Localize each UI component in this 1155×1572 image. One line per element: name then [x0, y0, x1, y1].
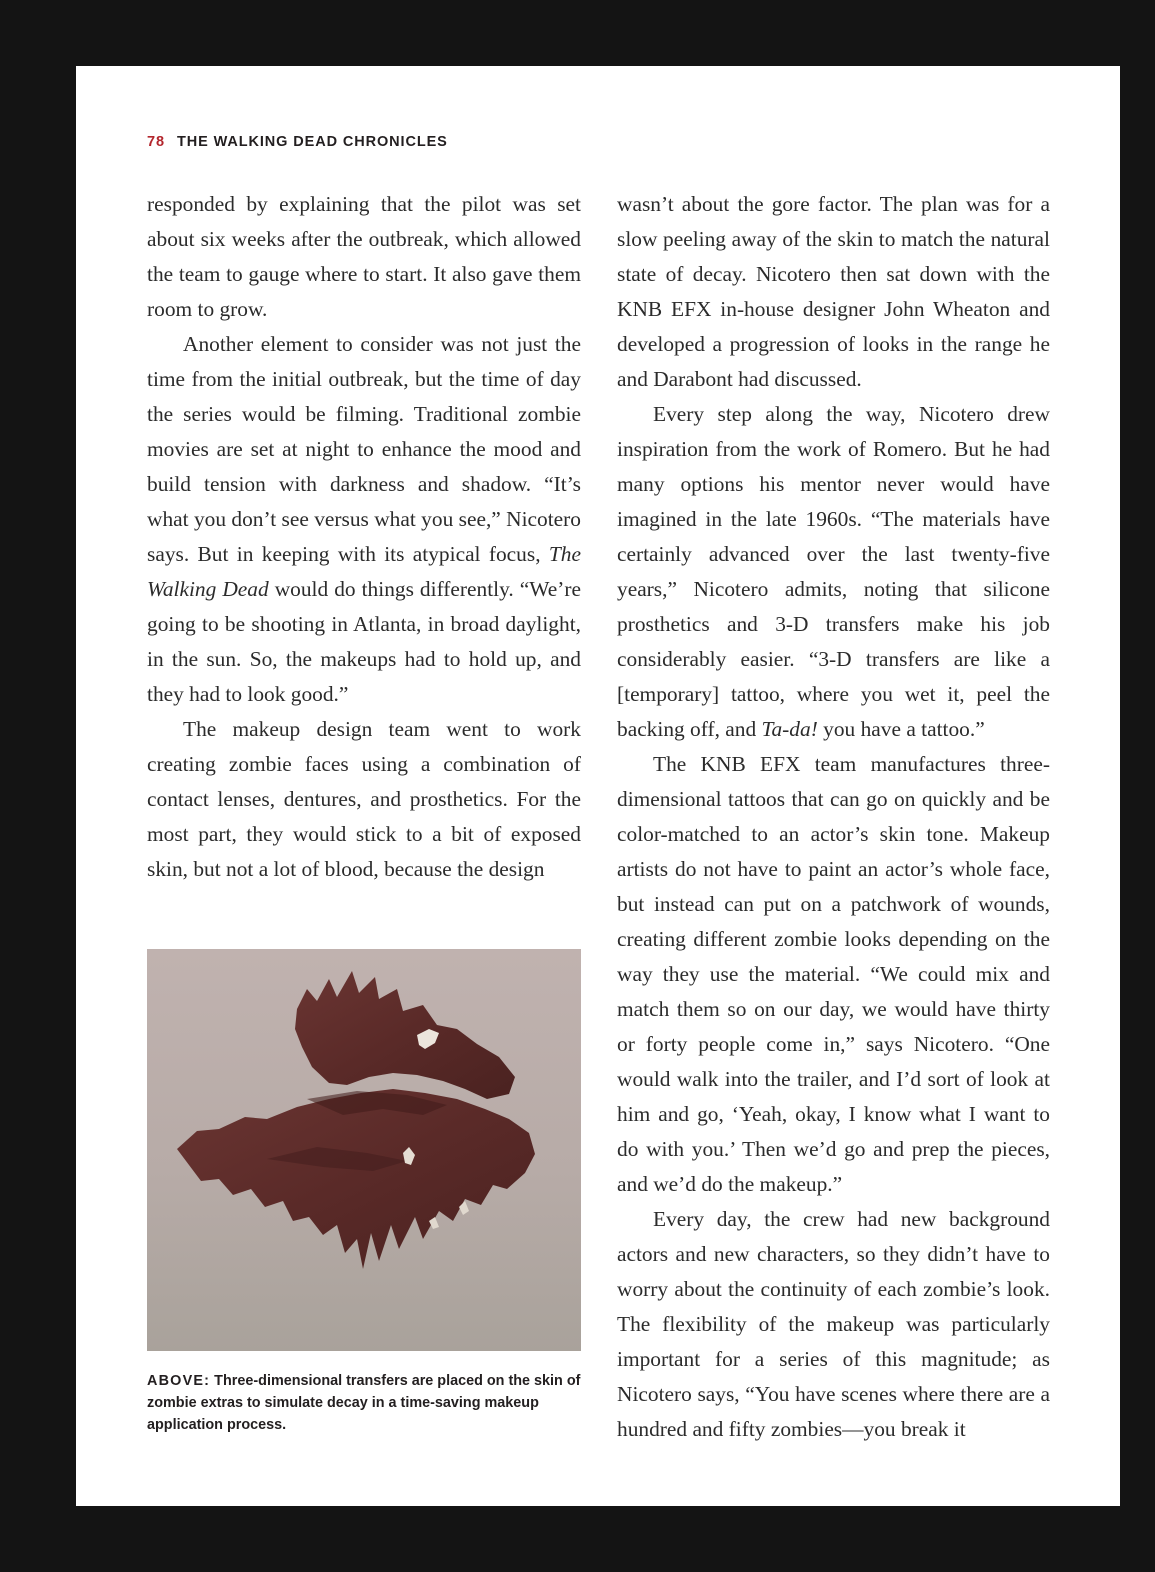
running-head [147, 134, 448, 150]
book-page [76, 66, 1120, 1506]
photo-caption [147, 1370, 583, 1436]
page-number: 78 [147, 134, 165, 150]
caption-label: ABOVE: [147, 1373, 211, 1389]
paragraph: The KNB EFX team manufactures three-dimensional tattoos that can go on quickly and be color-matched to an actor’s skin tone. Makeup artists do not have to paint an actor’s whole face, but instead can put on a patchwork of wounds, creating different zombie looks depending on the way they use the material. “We could mix and match them so on our day, we would have thirty or forty people come in,” says Nicotero. “One would walk into the trailer, and I’d sort of look at him and go, ‘Yeah, okay, I know what I want to do with you.’ Then we’d go and prep the pieces, and we’d do the makeup.” [617, 752, 1050, 1196]
emphasis: Ta-da! [761, 717, 818, 741]
paragraph [147, 327, 581, 712]
paragraph: The makeup design team went to work creating zombie faces using a combination of contact lenses, dentures, and prosthetics. For the most part, they would stick to a bit of exposed skin, but not a lot of blood, because the design [147, 717, 581, 881]
transfer-photo-illustration [147, 949, 581, 1351]
caption-text: Three-dimensional transfers are placed on the skin of zombie extras to simulate decay in a time-saving makeup application process. [147, 1373, 581, 1433]
photo-3d-transfer [147, 949, 581, 1351]
text-run: you have a tattoo.” [817, 717, 985, 741]
paragraph: Every day, the crew had new background actors and new characters, so they didn’t have to worry about the continuity of each zombie’s look. The flexibility of the makeup was particularly important for a series of this magnitude; as Nicotero says, “You have scenes where there are a hundred and fifty zombies—you break it [617, 1207, 1050, 1441]
right-column [617, 187, 1050, 1447]
paragraph: wasn’t about the gore factor. The plan was for a slow peeling away of the skin to match the natural state of decay. Nicotero then sat down with the KNB EFX in-house designer John Wheaton and developed a progression of looks in the range he and Darabont had discussed. [617, 192, 1050, 391]
text-run: Another element to consider was not just the time from the initial outbreak, but the time of day the series would be filming. Traditional zombie movies are set at night to enhance the mood and build tension with darkness and shadow. “It’s what you don’t see versus what you see,” Nicotero says. But in keeping with its atypical focus, [147, 332, 581, 566]
text-run: would do things differently. “We’re going to be shooting in Atlanta, in broad daylight, in the sun. So, the makeups had to hold up, and they had to look good.” [147, 577, 581, 706]
paragraph [617, 397, 1050, 747]
show-title: The Walking Dead [147, 542, 581, 601]
book-title: THE WALKING DEAD CHRONICLES [176, 134, 448, 150]
paragraph: responded by explaining that the pilot was set about six weeks after the outbreak, which allowed the team to gauge where to start. It also gave them room to grow. [147, 192, 581, 321]
text-run: Every step along the way, Nicotero drew inspiration from the work of Romero. But he had many options his mentor never would have imagined in the late 1960s. “The materials have certainly advanced over the last twenty-five years,” Nicotero admits, noting that silicone prosthetics and 3-D transfers make his job considerably easier. “3-D transfers are like a [temporary] tattoo, where you wet it, peel the backing off, and [617, 402, 1050, 741]
left-column [147, 187, 581, 887]
